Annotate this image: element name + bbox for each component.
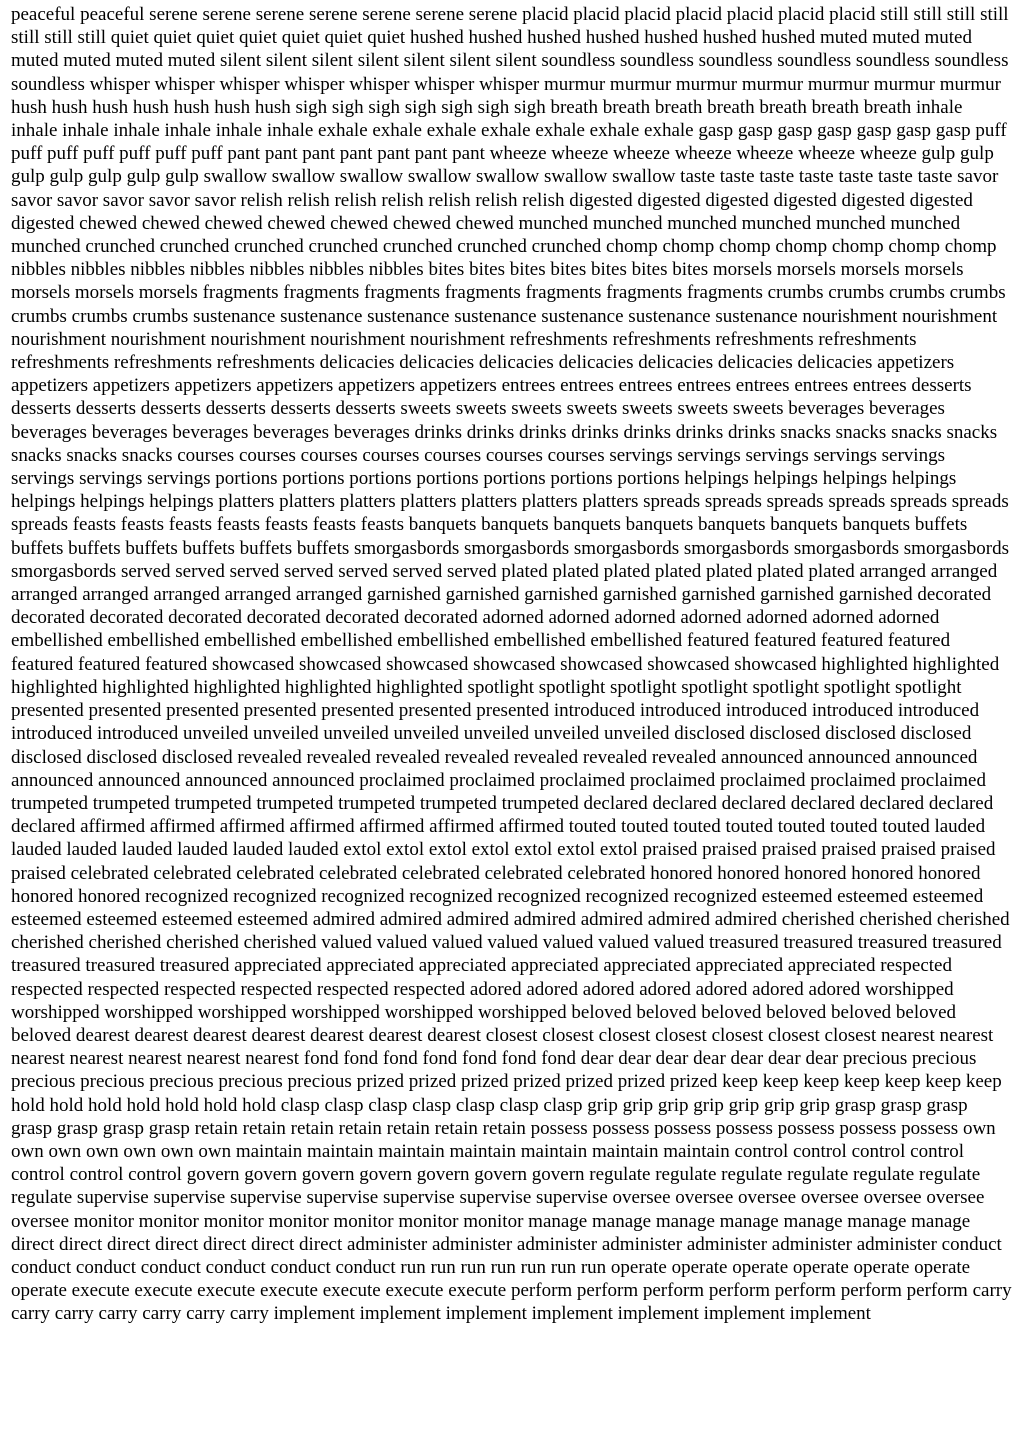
body-text: peaceful peaceful serene serene serene serene serene serene serene placid placid placid placid placid placid placid still still still still still still still quiet quiet quiet quiet quiet quiet quiet hushed hushed hushed hushed hushed hushed hushed muted muted muted muted muted muted muted silent silent silent silent silent silent silent soundless soundless soundless soundless soundless soundless soundless whisper whisper whisper whisper whisper whisper whisper murmur murmur murmur murmur murmur murmur murmur hush hush hush hush hush hush hush sigh sigh sigh sigh sigh sigh sigh breath breath breath breath breath breath breath inhale inhale inhale inhale inhale inhale inhale exhale exhale exhale exhale exhale exhale exhale gasp gasp gasp gasp gasp gasp gasp puff puff puff puff puff puff puff pant pant pant pant pant pant pant wheeze wheeze wheeze wheeze wheeze wheeze wheeze gulp gulp gulp gulp gulp gulp gulp swallow swallow swallow swallow swallow swallow swallow taste taste taste taste taste taste taste savor savor savor savor savor savor relish relish relish relish relish relish relish digested digested digested digested digested digested digested chewed chewed chewed chewed chewed chewed chewed munched munched munched munched munched munched munched crunched crunched crunched crunched crunched crunched crunched chomp chomp chomp chomp chomp chomp chomp nibbles nibbles nibbles nibbles nibbles nibbles nibbles bites bites bites bites bites bites bites morsels morsels morsels morsels morsels morsels morsels fragments fragments fragments fragments fragments fragments fragments crumbs crumbs crumbs crumbs crumbs crumbs crumbs sustenance sustenance sustenance sustenance sustenance sustenance sustenance nourishment nourishment nourishment nourishment nourishment nourishment nourishment refreshments refreshments refreshments refreshments refreshments refreshments refreshments delicacies delicacies delicacies delicacies delicacies delicacies delicacies appetizers appetizers appetizers appetizers appetizers appetizers appetizers entrees entrees entrees entrees entrees entrees entrees desserts desserts desserts desserts desserts desserts desserts sweets sweets sweets sweets sweets sweets sweets beverages beverages beverages beverages beverages beverages beverages drinks drinks drinks drinks drinks drinks drinks snacks snacks snacks snacks snacks snacks snacks courses courses courses courses courses courses courses servings servings servings servings servings servings servings servings portions portions portions portions portions portions portions helpings helpings helpings helpings helpings helpings helpings platters platters platters platters platters platters platters spreads spreads spreads spreads spreads spreads spreads feasts feasts feasts feasts feasts feasts feasts banquets banquets banquets banquets banquets banquets banquets buffets buffets buffets buffets buffets buffets buffets smorgasbords smorgasbords smorgasbords smorgasbords smorgasbords smorgasbords smorgasbords served served served served served served served plated plated plated plated plated plated plated arranged arranged arranged arranged arranged arranged arranged garnished garnished garnished garnished garnished garnished garnished decorated decorated decorated decorated decorated decorated decorated adorned adorned adorned adorned adorned adorned adorned embellished embellished embellished embellished embellished embellished embellished featured featured featured featured featured featured featured showcased showcased showcased showcased showcased showcased showcased highlighted highlighted highlighted highlighted highlighted highlighted highlighted spotlight spotlight spotlight spotlight spotlight spotlight spotlight presented presented presented presented presented presented presented introduced introduced introduced introduced introduced introduced introduced unveiled unveiled unveiled unveiled unveiled unveiled unveiled disclosed disclosed disclosed disclosed disclosed disclosed disclosed revealed revealed revealed revealed revealed revealed revealed announced announced announced announced announced announced announced proclaimed proclaimed proclaimed proclaimed proclaimed proclaimed proclaimed trumpeted trumpeted trumpeted trumpeted trumpeted trumpeted trumpeted declared declared declared declared declared declared declared affirmed affirmed affirmed affirmed affirmed affirmed affirmed touted touted touted touted touted touted touted lauded lauded lauded lauded lauded lauded lauded extol extol extol extol extol extol extol praised praised praised praised praised praised praised celebrated celebrated celebrated celebrated celebrated celebrated celebrated honored honored honored honored honored honored honored recognized recognized recognized recognized recognized recognized recognized esteemed esteemed esteemed esteemed esteemed esteemed esteemed admired admired admired admired admired admired admired cherished cherished cherished cherished cherished cherished cherished valued valued valued valued valued valued valued treasured treasured treasured treasured treasured treasured treasured appreciated appreciated appreciated appreciated appreciated appreciated appreciated respected respected respected respected respected respected respected adored adored adored adored adored adored adored worshipped worshipped worshipped worshipped worshipped worshipped worshipped beloved beloved beloved beloved beloved beloved beloved dearest dearest dearest dearest dearest dearest dearest closest closest closest closest closest closest closest nearest nearest nearest nearest nearest nearest nearest fond fond fond fond fond fond fond dear dear dear dear dear dear dear precious precious precious precious precious precious precious prized prized prized prized prized prized prized keep keep keep keep keep keep keep hold hold hold hold hold hold hold clasp clasp clasp clasp clasp clasp clasp grip grip grip grip grip grip grip grasp grasp grasp grasp grasp grasp grasp retain retain retain retain retain retain retain possess possess possess possess possess possess possess own own own own own own own maintain maintain maintain maintain maintain maintain maintain control control control control control control control govern govern govern govern govern govern govern regulate regulate regulate regulate regulate regulate regulate supervise supervise supervise supervise supervise supervise supervise oversee oversee oversee oversee oversee oversee oversee monitor monitor monitor monitor monitor monitor monitor manage manage manage manage manage manage manage direct direct direct direct direct direct direct administer administer administer administer administer administer administer conduct conduct conduct conduct conduct conduct conduct run run run run run run run operate operate operate operate operate operate operate execute execute execute execute execute execute execute perform perform perform perform perform perform perform carry carry carry carry carry carry carry implement implement implement implement implement implement implement	[11, 4, 1012, 1325]
